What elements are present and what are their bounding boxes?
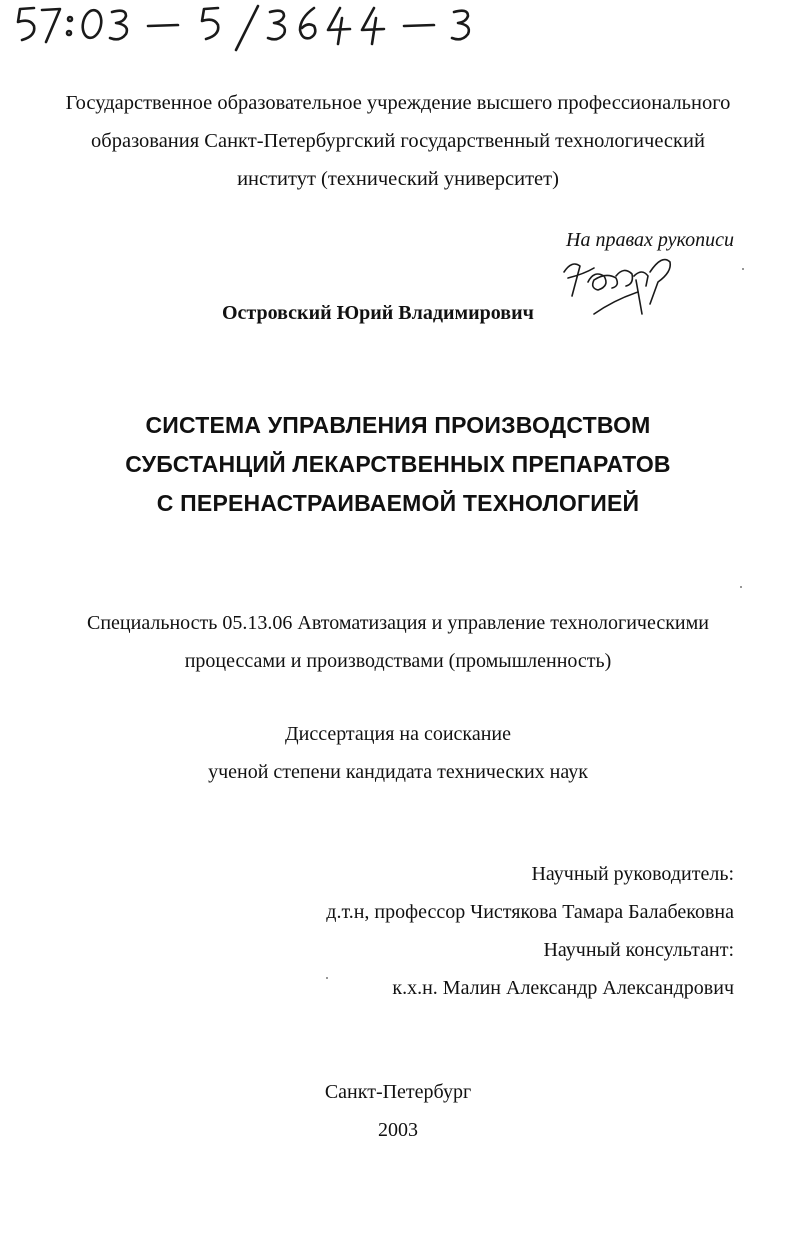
dissertation-line-2: ученой степени кандидата технических наук — [208, 761, 588, 783]
title-line-2: СУБСТАНЦИЙ ЛЕКАРСТВЕННЫХ ПРЕПАРАТОВ — [125, 451, 671, 477]
scan-speck — [740, 586, 742, 588]
dissertation-note — [0, 715, 796, 791]
institution-line-1: Государственное образовательное учреждение высшего профессионального — [65, 92, 731, 114]
specialty-line-2: процессами и производствами (промышленность) — [184, 650, 612, 672]
institution-line-2: образования Санкт-Петербургский государственный технологический — [91, 130, 705, 152]
year: 2003 — [378, 1119, 418, 1141]
consultant-name: к.х.н. Малин Александр Александрович — [392, 977, 734, 999]
supervisor-name: д.т.н, профессор Чистякова Тамара Балабековна — [326, 901, 734, 923]
title-line-3: С ПЕРЕНАСТРАИВАЕМОЙ ТЕХНОЛОГИЕЙ — [156, 490, 640, 516]
rights-note: На правах рукописи — [566, 229, 734, 251]
title-line-1: СИСТЕМА УПРАВЛЕНИЯ ПРОИЗВОДСТВОМ — [145, 412, 651, 438]
supervisors-block — [326, 855, 734, 1007]
author-signature — [554, 252, 684, 322]
specialty-line-1: Специальность 05.13.06 Автоматизация и управление технологическими — [87, 612, 709, 634]
institution-line-3: институт (технический университет) — [237, 168, 559, 190]
handwritten-catalog-number — [8, 2, 488, 52]
supervisor-label: Научный руководитель: — [531, 863, 734, 885]
scan-speck — [742, 268, 744, 270]
author-name: Островский Юрий Владимирович — [222, 302, 534, 324]
institution-block — [0, 84, 796, 198]
dissertation-title — [0, 406, 796, 523]
city-year-block — [0, 1073, 796, 1149]
city: Санкт-Петербург — [324, 1081, 472, 1103]
scan-speck — [326, 977, 328, 979]
consultant-label: Научный консультант: — [543, 939, 734, 961]
specialty-block — [0, 604, 796, 680]
dissertation-line-1: Диссертация на соискание — [284, 723, 512, 745]
